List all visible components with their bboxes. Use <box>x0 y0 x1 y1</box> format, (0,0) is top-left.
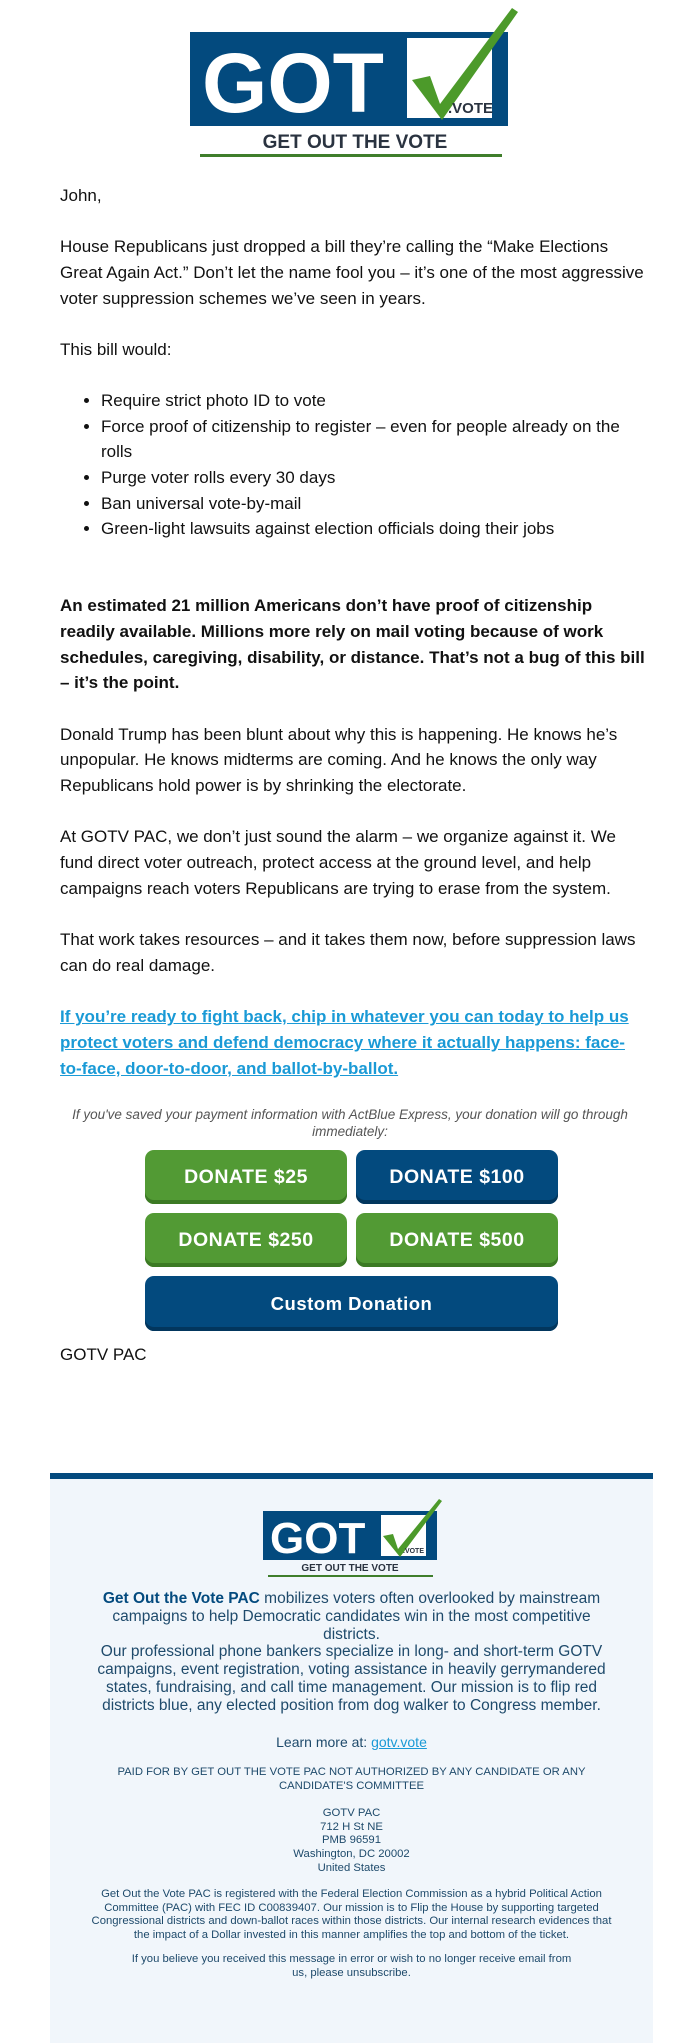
learn-more <box>90 1733 613 1751</box>
list-item: • Force proof of citizenship to register – even for people already on the rolls <box>101 414 645 465</box>
svg-text:.VOTE: .VOTE <box>403 1548 425 1555</box>
bold-paragraph: An estimated 21 million Americans don’t have proof of citizenship readily available. Millions more rely on mail voting because of work schedules, caregiving, disability, or distance. That’s not a bug of this bill – it’s the point. <box>60 596 645 693</box>
custom-donation-button[interactable]: Custom Donation <box>145 1276 558 1331</box>
address-line: GOTV PAC <box>322 1807 381 1819</box>
org-name: Get Out the Vote PAC <box>102 1590 260 1607</box>
svg-text:GOT: GOT <box>202 36 384 130</box>
actblue-note: If you've saved your payment information with ActBlue Express, your donation will go through immediately: <box>72 1107 628 1139</box>
list-item: • Ban universal vote-by-mail <box>101 491 645 517</box>
address-line: 712 H St NE <box>320 1820 383 1833</box>
footer-mission: Our professional phone bankers specialize in long- and short-term GOTV campaigns, event registration, voting assistance in heavily gerrymandered states, fundraising, and call time management. Our mission is to flip red districts blue, any elected position from dog walker to Congress member. <box>97 1643 606 1714</box>
paragraph-gotv: At GOTV PAC, we don’t just sound the alarm – we organize against it. We fund direct voter outreach, protect access at the ground level, and help campaigns reach voters Republicans are trying to erase from the system. <box>60 827 616 898</box>
footer-gotv-logo <box>263 1499 443 1579</box>
email-body <box>60 183 645 1107</box>
gotv-website-link[interactable]: gotv.vote <box>371 1734 427 1750</box>
paragraph-trump: Donald Trump has been blunt about why this is happening. He knows he’s unpopular. He knows midterms are coming. And he knows the only way Republicans hold power is by shrinking the electorate. <box>60 724 618 796</box>
unsubscribe-text[interactable]: If you believe you received this message in error or wish to no longer receive email from us, please unsubscribe. <box>131 1953 572 1979</box>
donate-250-button[interactable]: DONATE $250 <box>145 1213 347 1267</box>
fec-disclaimer: Get Out the Vote PAC is registered with the Federal Election Commission as a hybrid Political Action Committee (PAC) with FEC ID C00839407. Our mission is to Flip the House by supporting targeted Congressional districts and down-ballot races within those districts. Our internal research evidences that the impact of a Dollar invested in this manner amplifies the top and bottom of the ticket. <box>91 1888 612 1942</box>
donate-100-button[interactable]: DONATE $100 <box>356 1150 558 1204</box>
learn-more-label: Learn more at: <box>276 1734 372 1750</box>
address-line: Washington, DC 20002 <box>293 1848 410 1861</box>
svg-text:GOT: GOT <box>270 1514 366 1563</box>
paid-for-disclaimer: PAID FOR BY GET OUT THE VOTE PAC NOT AUTHORIZED BY ANY CANDIDATE OR ANY CANDIDATE'S COMMITTEE <box>117 1766 586 1792</box>
address-line: PMB 96591 <box>321 1834 382 1847</box>
about-text: mobilizes voters often overlooked by mainstream campaigns to help Democratic candidates win in the most competitive districts. <box>112 1590 601 1643</box>
paragraph-intro: House Republicans just dropped a bill they’re calling the “Make Elections Great Again Act.” Don’t let the name fool you – it’s one of the most aggressive voter suppression schemes we’ve seen in years. <box>60 237 644 308</box>
paragraph-resources: That work takes resources – and it takes them now, before suppression laws can do real damage. <box>60 930 636 975</box>
donate-500-button[interactable]: DONATE $500 <box>356 1213 558 1267</box>
mailing-address <box>85 1807 618 1876</box>
bill-provisions-list <box>60 388 645 542</box>
footer-about <box>90 1590 613 1644</box>
greeting: John, <box>60 186 102 205</box>
donate-25-button[interactable]: DONATE $25 <box>145 1150 347 1204</box>
list-item: • Require strict photo ID to vote <box>101 388 645 414</box>
gotv-logo <box>190 8 520 158</box>
list-intro: This bill would: <box>60 340 172 360</box>
footer <box>50 1473 653 2043</box>
svg-text:GET OUT THE VOTE: GET OUT THE VOTE <box>262 132 448 153</box>
signature: GOTV PAC <box>60 1345 147 1364</box>
svg-text:.VOTE: .VOTE <box>448 100 494 117</box>
list-item: • Purge voter rolls every 30 days <box>101 465 645 491</box>
list-item: • Green-light lawsuits against election officials doing their jobs <box>101 516 645 542</box>
address-line: United States <box>317 1861 386 1874</box>
donate-cta-link[interactable]: If you’re ready to fight back, chip in whatever you can today to help us protect voters and defend democracy where it actually happens: face-to-face, door-to-door, and ballot-by-ballot. <box>60 1007 629 1078</box>
svg-text:GET OUT THE VOTE: GET OUT THE VOTE <box>301 1563 399 1574</box>
